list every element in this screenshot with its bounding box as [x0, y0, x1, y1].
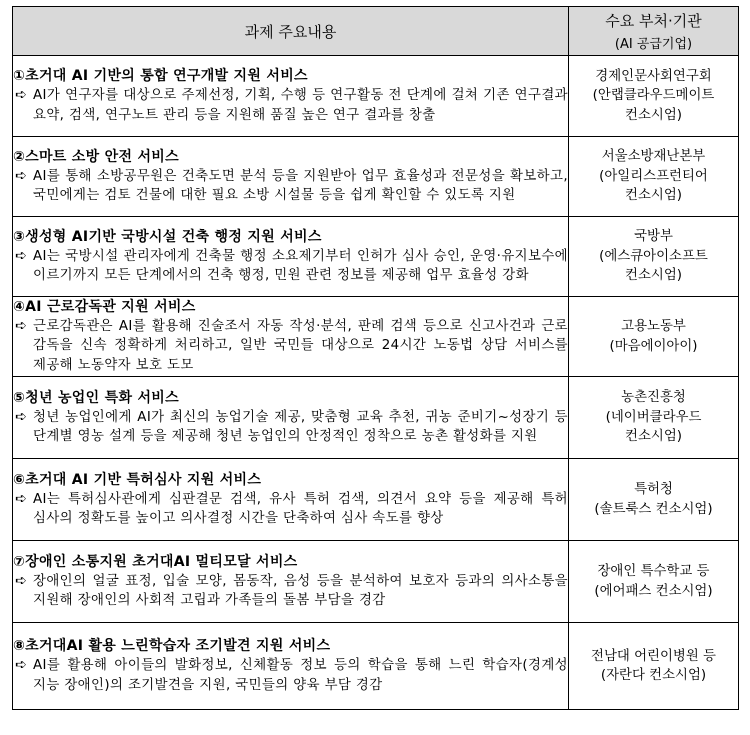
- task-description: [13, 490, 568, 529]
- supplier-line: 컨소시엄): [625, 268, 682, 284]
- table-row: [13, 541, 739, 623]
- header-task-content: [13, 7, 569, 56]
- task-title: ⑤청년 농업인 특화 서비스: [13, 389, 179, 406]
- agency-cell: [569, 297, 739, 377]
- header-agency-label: 수요 부처·기관: [605, 12, 702, 30]
- task-title: ⑧초거대AI 활용 느린학습자 조기발견 지원 서비스: [13, 638, 331, 654]
- task-cell: [13, 56, 569, 137]
- task-description-text: AI를 통해 소방공무원은 건축도면 분석 등을 지원받아 업무 효율성과 전문성을 확보하고, 국민에게는 검토 건물에 대한 필요 소방 시설물 등을 쉽게 확인할 수 있도록 지원: [33, 168, 568, 203]
- header-task-label: 과제 주요내용: [244, 22, 337, 41]
- header-row: [13, 7, 739, 56]
- agency-cell: [569, 137, 739, 217]
- task-description-text: 장애인의 얼굴 표정, 입술 모양, 몸동작, 음성 등을 분석하여 보호자 등과의 의사소통을 지원해 장애인의 사회적 고립과 가족들의 돌봄 부담을 경감: [33, 573, 568, 608]
- supplier-line: 컨소시엄): [625, 429, 682, 445]
- table-row: [13, 377, 739, 459]
- table-row: [13, 137, 739, 217]
- task-description-text: AI는 특허심사관에게 심판결문 검색, 유사 특허 검색, 의견서 요약 등을 제공해 특허 심사의 정확도를 높이고 의사결정 시간을 단축하여 심사 속도를 향상: [33, 491, 568, 526]
- arrow-right-icon: ➪: [15, 572, 28, 589]
- header-supplier-label: (AI 공급기업): [614, 37, 693, 52]
- agency-name: 농촌진흥청: [621, 390, 686, 406]
- task-cell: [13, 623, 569, 710]
- agency-name: 국방부: [634, 229, 673, 245]
- agency-name: 고용노동부: [621, 319, 686, 334]
- task-cell: [13, 459, 569, 541]
- supplier-line: (에스큐아이소프트: [599, 248, 708, 264]
- agency-name: 전남대 어린이병원 등: [591, 648, 716, 664]
- agency-cell: [569, 623, 739, 710]
- table-row: [13, 459, 739, 541]
- arrow-right-icon: ➪: [15, 87, 28, 103]
- task-description-text: AI는 국방시설 관리자에게 건축물 행정 소요제기부터 인허가 심사 승인, 운영·유지보수에 이르기까지 모든 단계에서의 건축 행정, 민원 관련 정보를 제공해 업무 효율성 강화: [33, 248, 568, 283]
- agency-cell: [569, 377, 739, 459]
- supplier-line: (자란다 컨소시엄): [600, 668, 707, 683]
- agency-cell: [569, 217, 739, 297]
- task-title: ①초거대 AI 기반의 통합 연구개발 지원 서비스: [13, 68, 308, 84]
- agency-name: 서울소방재난본부: [601, 149, 706, 165]
- agency-cell: [569, 459, 739, 541]
- arrow-right-icon: ➪: [15, 490, 28, 507]
- task-cell: [13, 541, 569, 623]
- agency-name: 경제인문사회연구회: [595, 68, 712, 84]
- supplier-line: (네이버클라우드: [605, 409, 702, 425]
- supplier-line: (솔트룩스 컨소시엄): [594, 501, 713, 517]
- supplier-line: (에어패스 컨소시엄): [594, 583, 713, 599]
- task-title: ⑦장애인 소통지원 초거대AI 멀티모달 서비스: [13, 553, 298, 570]
- task-description-text: AI가 연구자를 대상으로 주제선정, 기획, 수행 등 연구활동 전 단계에 걸쳐 기존 연구결과 요약, 검색, 연구노트 관리 등을 지원해 품질 높은 연구 결과를 창출: [33, 88, 568, 123]
- supplier-line: 컨소시엄): [625, 107, 682, 123]
- supplier-line: (안랩클라우드메이트: [592, 88, 715, 104]
- task-description-text: 근로감독관은 AI를 활용해 진술조서 자동 작성·분석, 판례 검색 등으로 신고사건과 근로 감독을 신속 정확하게 처리하고, 일반 국민들 대상으로 24시간 노동법 상담 서비스를 제공해 노동약자 보호 도모: [33, 318, 568, 373]
- table-row: [13, 623, 739, 710]
- task-description: [13, 317, 568, 376]
- task-description: [13, 572, 568, 611]
- task-cell: [13, 297, 569, 377]
- supplier-line: (마음에이아이): [609, 338, 698, 354]
- table-row: [13, 217, 739, 297]
- task-description: [13, 167, 568, 206]
- task-description: [13, 656, 568, 695]
- task-title: ④AI 근로감독관 지원 서비스: [13, 298, 196, 315]
- table-row: [13, 56, 739, 137]
- supplier-line: 컨소시엄): [625, 188, 682, 204]
- task-description: [13, 408, 568, 447]
- arrow-right-icon: ➪: [15, 317, 28, 334]
- task-description-text: AI를 활용해 아이들의 발화정보, 신체활동 정보 등의 학습을 통해 느린 학습자(경계성 지능 장애인)의 조기발견을 지원, 국민들의 양육 부담 경감: [33, 658, 568, 693]
- services-table: [12, 6, 739, 710]
- arrow-right-icon: ➪: [15, 167, 28, 184]
- supplier-line: (아일리스프런티어: [599, 168, 708, 184]
- task-description: [13, 247, 568, 286]
- arrow-right-icon: ➪: [15, 408, 28, 425]
- arrow-right-icon: ➪: [15, 657, 28, 673]
- table-row: [13, 297, 739, 377]
- header-demand-agency: [569, 7, 739, 56]
- task-title: ③생성형 AI기반 국방시설 건축 행정 지원 서비스: [13, 228, 322, 245]
- task-cell: [13, 137, 569, 217]
- task-title: ②스마트 소방 안전 서비스: [13, 148, 179, 165]
- agency-name: 특허청: [634, 482, 673, 497]
- agency-cell: [569, 541, 739, 623]
- arrow-right-icon: ➪: [15, 247, 28, 264]
- task-cell: [13, 217, 569, 297]
- task-description-text: 청년 농업인에게 AI가 최신의 농업기술 제공, 맞춤형 교육 추천, 귀농 준비기~성장기 등 단계별 영농 설계 등을 제공해 청년 농업인의 안정적인 정착으로 농촌 활성화를 지원: [33, 409, 568, 444]
- task-title: ⑥초거대 AI 기반 특허심사 지원 서비스: [13, 471, 262, 488]
- agency-name: 장애인 특수학교 등: [597, 564, 710, 579]
- task-description: [13, 86, 568, 125]
- agency-cell: [569, 56, 739, 137]
- task-cell: [13, 377, 569, 459]
